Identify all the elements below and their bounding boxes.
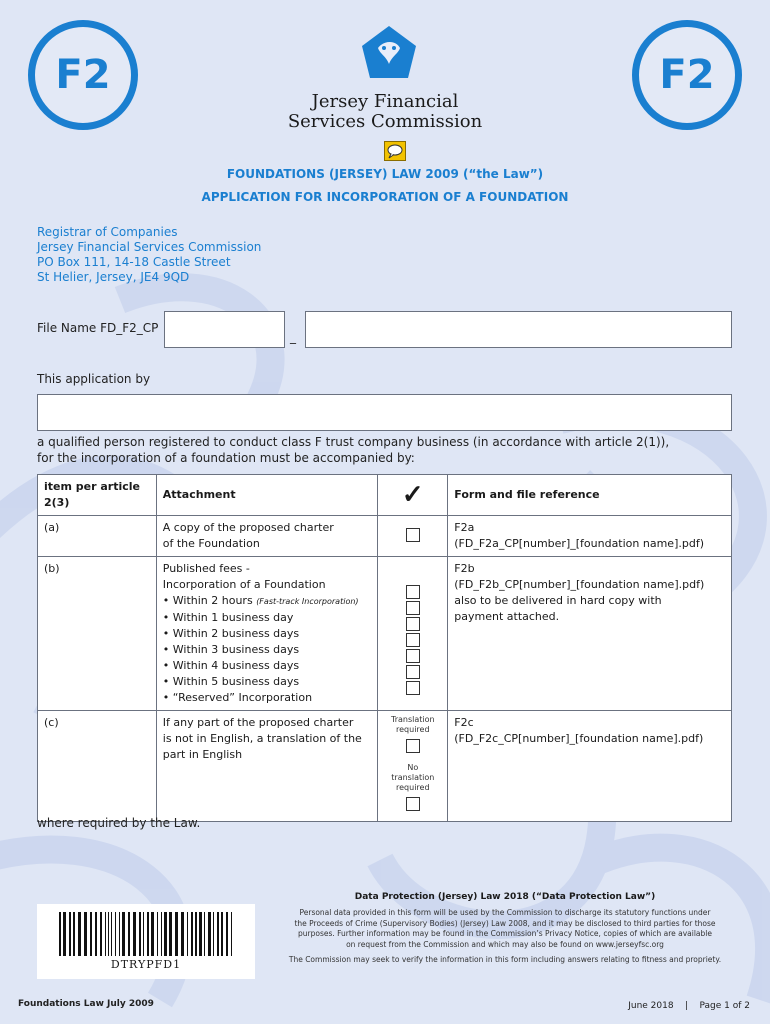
applicant-name-field[interactable]: [37, 394, 732, 431]
row-b-form: [448, 557, 732, 711]
data-protection-verify: The Commission may seek to verify the information in this form including answers relating to fitness and propriety.: [288, 955, 722, 964]
table-header-row: [38, 475, 732, 516]
row-a-attachment: [156, 516, 378, 557]
data-protection-line1: Personal data provided in this form will be used by the Commission to discharge its statutory functions under: [299, 908, 711, 917]
row-a-form-file: (FD_F2a_CP[number]_[foundation name].pdf): [454, 537, 704, 550]
row-b-form-note-1: also to be delivered in hard copy with: [454, 594, 662, 607]
form-badge-left-label: F2: [55, 52, 111, 98]
translation-required-label-1: Translation: [390, 715, 435, 724]
row-c-attachment-line2: is not in English, a translation of the: [162, 732, 362, 745]
row-b-option-2-hours-note: (Fast-track Incorporation): [256, 597, 359, 606]
footer-left: Foundations Law July 2009: [18, 999, 154, 1009]
file-name-label: File Name FD_F2_CP: [37, 321, 159, 335]
row-a-attachment-line1: A copy of the proposed charter: [162, 521, 334, 534]
row-b-checkbox-5-days[interactable]: [406, 665, 420, 679]
applicant-label: This application by: [37, 372, 151, 386]
row-b-attachment: [156, 557, 378, 711]
row-b-attachment-line2: Incorporation of a Foundation: [162, 578, 326, 591]
header-item: item per article 2(3): [38, 475, 157, 516]
organisation-name-line1: Jersey Financial: [311, 91, 459, 112]
page-title: FOUNDATIONS (JERSEY) LAW 2009 (“the Law”): [226, 167, 544, 181]
row-a-item: (a): [38, 516, 157, 557]
address-line-3: PO Box 111, 14-18 Castle Street: [37, 255, 231, 269]
form-badge-left: [28, 20, 138, 130]
data-protection-line4: on request from the Commission and which may also be found on www.jerseyfsc.org: [346, 939, 664, 949]
translation-required-label-2: required: [396, 725, 430, 734]
row-b-checkbox-2-hours[interactable]: [406, 585, 420, 599]
row-b-checkbox-3-days[interactable]: [406, 633, 420, 647]
row-b-option-2-hours: [163, 593, 372, 610]
form-badge-right: [632, 20, 742, 130]
row-a-attachment-line2: of the Foundation: [162, 537, 260, 550]
row-c-form-file: (FD_F2c_CP[number]_[foundation name].pdf): [454, 732, 704, 745]
form-badge-right-label: F2: [659, 52, 715, 98]
applicant-description-line2: for the incorporation of a foundation must be accompanied by:: [37, 451, 415, 465]
file-name-separator: _: [290, 330, 296, 344]
data-protection-section: [270, 892, 740, 966]
no-translation-label-2: translation: [391, 773, 435, 782]
row-b-checkbox-4-days[interactable]: [406, 649, 420, 663]
file-name-number-field[interactable]: [164, 311, 285, 348]
row-a-check-cell: [378, 516, 448, 557]
row-a-form: [448, 516, 732, 557]
file-name-foundation-field[interactable]: [305, 311, 732, 348]
crest-logo-icon: [358, 24, 420, 86]
footer-page-info: June 2018 | Page 1 of 2: [628, 1001, 750, 1011]
data-protection-line3: purposes. Further information may be found in the Commission’s Privacy Notice, copies of which are available: [298, 929, 712, 938]
row-b-item: (b): [38, 557, 157, 711]
applicant-description-line1: a qualified person registered to conduct class F trust company business (in accordance with article 2(1)),: [37, 435, 670, 449]
header-check-icon: ✓: [378, 475, 448, 516]
attachments-table: [37, 474, 732, 822]
data-protection-line2: the Proceeds of Crime (Supervisory Bodies) (Jersey) Law 2008, and it may be disclosed to third parties for those: [294, 918, 716, 928]
row-c-attachment: [156, 711, 378, 822]
row-a-checkbox[interactable]: [406, 528, 420, 542]
row-b-attachment-line1: Published fees -: [162, 562, 250, 575]
row-c-no-translation-checkbox[interactable]: [406, 797, 420, 811]
row-b-form-file: (FD_F2b_CP[number]_[foundation name].pdf): [454, 578, 705, 591]
row-c-check-cell: [378, 711, 448, 822]
row-c-attachment-line1: If any part of the proposed charter: [162, 716, 354, 729]
header-form-reference: Form and file reference: [448, 475, 732, 516]
organisation-name-line2: Services Commission: [287, 111, 483, 132]
no-translation-label-1: No: [407, 763, 419, 772]
barcode-text: DTRYPFD1: [110, 958, 182, 971]
address-line-2: Jersey Financial Services Commission: [37, 240, 262, 254]
comment-note-icon[interactable]: [384, 141, 406, 161]
registrar-address: [37, 225, 261, 285]
row-b-form-note-2: payment attached.: [454, 610, 560, 623]
organisation-name: [260, 92, 510, 132]
row-b-option-3-days: • Within 3 business days: [162, 643, 300, 656]
row-c-attachment-line3: part in English: [162, 748, 243, 761]
row-b-checkbox-1-day[interactable]: [406, 601, 420, 615]
address-line-1: Registrar of Companies: [37, 225, 178, 239]
row-c-item: (c): [38, 711, 157, 822]
row-c-form-code: F2c: [454, 716, 474, 729]
table-row-a: [38, 516, 732, 557]
no-translation-label-3: required: [396, 783, 430, 792]
row-c-form: [448, 711, 732, 822]
table-row-c: [38, 711, 732, 822]
table-row-b: [38, 557, 732, 711]
row-c-translation-required-checkbox[interactable]: [406, 739, 420, 753]
data-protection-title: Data Protection (Jersey) Law 2018 (“Data Protection Law”): [354, 892, 656, 902]
table-footer-text: where required by the Law.: [37, 816, 201, 830]
row-b-option-1-day: • Within 1 business day: [162, 611, 294, 624]
row-b-checkbox-reserved[interactable]: [406, 681, 420, 695]
row-b-check-cell: [378, 557, 448, 711]
address-line-4: St Helier, Jersey, JE4 9QD: [37, 270, 190, 284]
row-b-option-2-days: • Within 2 business days: [162, 627, 300, 640]
row-b-option-5-days: • Within 5 business days: [162, 675, 300, 688]
row-b-option-4-days: • Within 4 business days: [162, 659, 300, 672]
row-b-option-reserved: • “Reserved” Incorporation: [162, 691, 313, 704]
barcode: [37, 904, 255, 979]
row-b-option-2-hours-label: • Within 2 hours: [162, 594, 253, 607]
page-subtitle: APPLICATION FOR INCORPORATION OF A FOUNDATION: [201, 190, 569, 204]
row-b-checkbox-2-days[interactable]: [406, 617, 420, 631]
header-attachment: Attachment: [156, 475, 378, 516]
row-a-form-code: F2a: [454, 521, 475, 534]
row-b-form-code: F2b: [454, 562, 475, 575]
